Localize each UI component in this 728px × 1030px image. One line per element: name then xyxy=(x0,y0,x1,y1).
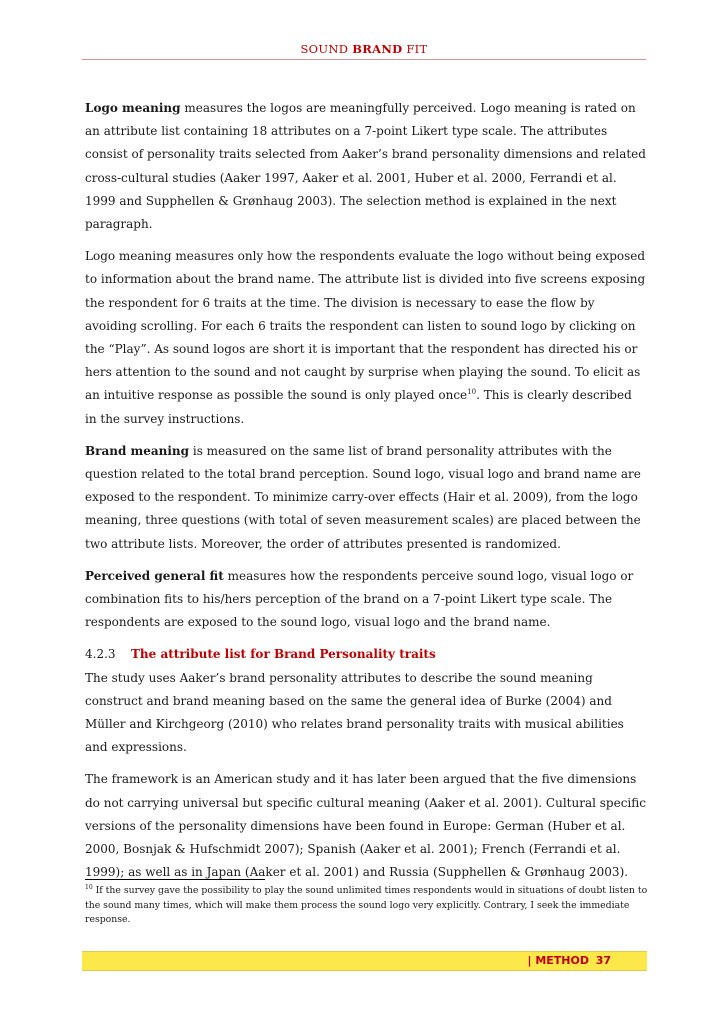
footnote-reference[interactable]: 10 xyxy=(467,388,477,397)
paragraph-brand-meaning xyxy=(85,440,647,556)
term-logo-meaning: Logo meaning xyxy=(85,101,181,115)
paragraph-text: The framework is an American study and it has later been argued that the five dimensions do not carrying universal but specific cultural meaning (Aaker et al. 2001). Cultural specific versions of the personality dimensions have been found in Europe: German (Huber et al. 2000, Bosnjak & Hufschmidt 2007); Spanish (Aaker et al. 2001); French (Ferrandi et al. 1999); as well as in Japan (Aaker et al. 2001) and Russia (Supphellen & Grønhaug 2003). xyxy=(85,772,646,880)
running-title-post: FIT xyxy=(402,42,428,56)
paragraph-logo-meaning xyxy=(85,97,647,236)
paragraph-text: measures the logos are meaningfully perceived. Logo meaning is rated on an attribute list containing 18 attributes on a 7-point Likert type scale. The attributes consist of personality traits selected from Aaker’s brand personality dimensions and related cross-cultural studies (Aaker 1997, Aaker et al. 2001, Huber et al. 2000, Ferrandi et al. 1999 and Supphellen & Grønhaug 2003). The selection method is explained in the next paragraph. xyxy=(85,101,646,232)
paragraph-framework xyxy=(85,768,647,884)
paragraph-text-tail: . This is clearly described in the survey instructions. xyxy=(85,388,632,426)
paragraph-text: is measured on the same list of brand personality attributes with the question related to the total brand perception. Sound logo, visual logo and brand name are exposed to the respondent. To minimize carry-over effects (Hair et al. 2009), from the logo meaning, three questions (with total of seven measurement scales) are placed between the two attribute lists. Moreover, the order of attributes presented is randomized. xyxy=(85,443,641,551)
footnote-divider xyxy=(85,879,265,880)
header-divider xyxy=(82,59,646,60)
term-brand-meaning: Brand meaning xyxy=(85,443,190,458)
paragraph-attribute-list xyxy=(85,667,647,760)
section-title: The attribute list for Brand Personality traits xyxy=(131,647,436,662)
page-number: 37 xyxy=(595,954,611,967)
page-header xyxy=(82,0,646,60)
section-heading xyxy=(85,643,647,666)
paragraph-logo-meaning-procedure xyxy=(85,245,647,431)
paragraph-text: Logo meaning measures only how the respondents evaluate the logo without being exposed to information about the brand name. The attribute list is divided into five screens exposing the respondent for 6 traits at the time. The division is necessary to ease the flow by avoiding scrolling. For each 6 traits the respondent can listen to sound logo by clicking on the “Play”. As sound logos are short it is important that the respondent has directed his or hers attention to the sound and not caught by surprise when playing the sound. To elicit as an intuitive response as possible the sound is only played once xyxy=(85,249,646,403)
running-title xyxy=(82,42,646,56)
document-body xyxy=(85,97,647,894)
running-title-pre: SOUND xyxy=(300,42,353,56)
footer-section-label: | METHOD xyxy=(527,954,589,967)
page-footer xyxy=(82,951,647,971)
paragraph-perceived-fit xyxy=(85,565,647,635)
term-perceived-general-fit: Perceived general fit xyxy=(85,568,224,583)
footnote-number: 10 xyxy=(85,884,93,891)
section-number: 4.2.3 xyxy=(85,647,116,662)
paragraph-text: measures how the respondents perceive sound logo, visual logo or combination fits to his/hers perception of the brand on a 7-point Likert type scale. The respondents are exposed to the sound logo, visual logo and the brand name. xyxy=(85,568,634,630)
paragraph-text: The study uses Aaker’s brand personality attributes to describe the sound meaning construct and brand meaning based on the same the general idea of Burke (2004) and Müller and Kirchgeorg (2010) who relates brand personality traits with musical abilities and expressions. xyxy=(85,670,624,755)
footnote xyxy=(85,884,650,928)
footnote-text: If the survey gave the possibility to play the sound unlimited times respondents would in situations of doubt listen to the sound many times, which will make them process the sound logo very explicitly. Contrary, I seek the immediate response. xyxy=(85,885,648,926)
running-title-bold: BRAND xyxy=(352,42,403,56)
